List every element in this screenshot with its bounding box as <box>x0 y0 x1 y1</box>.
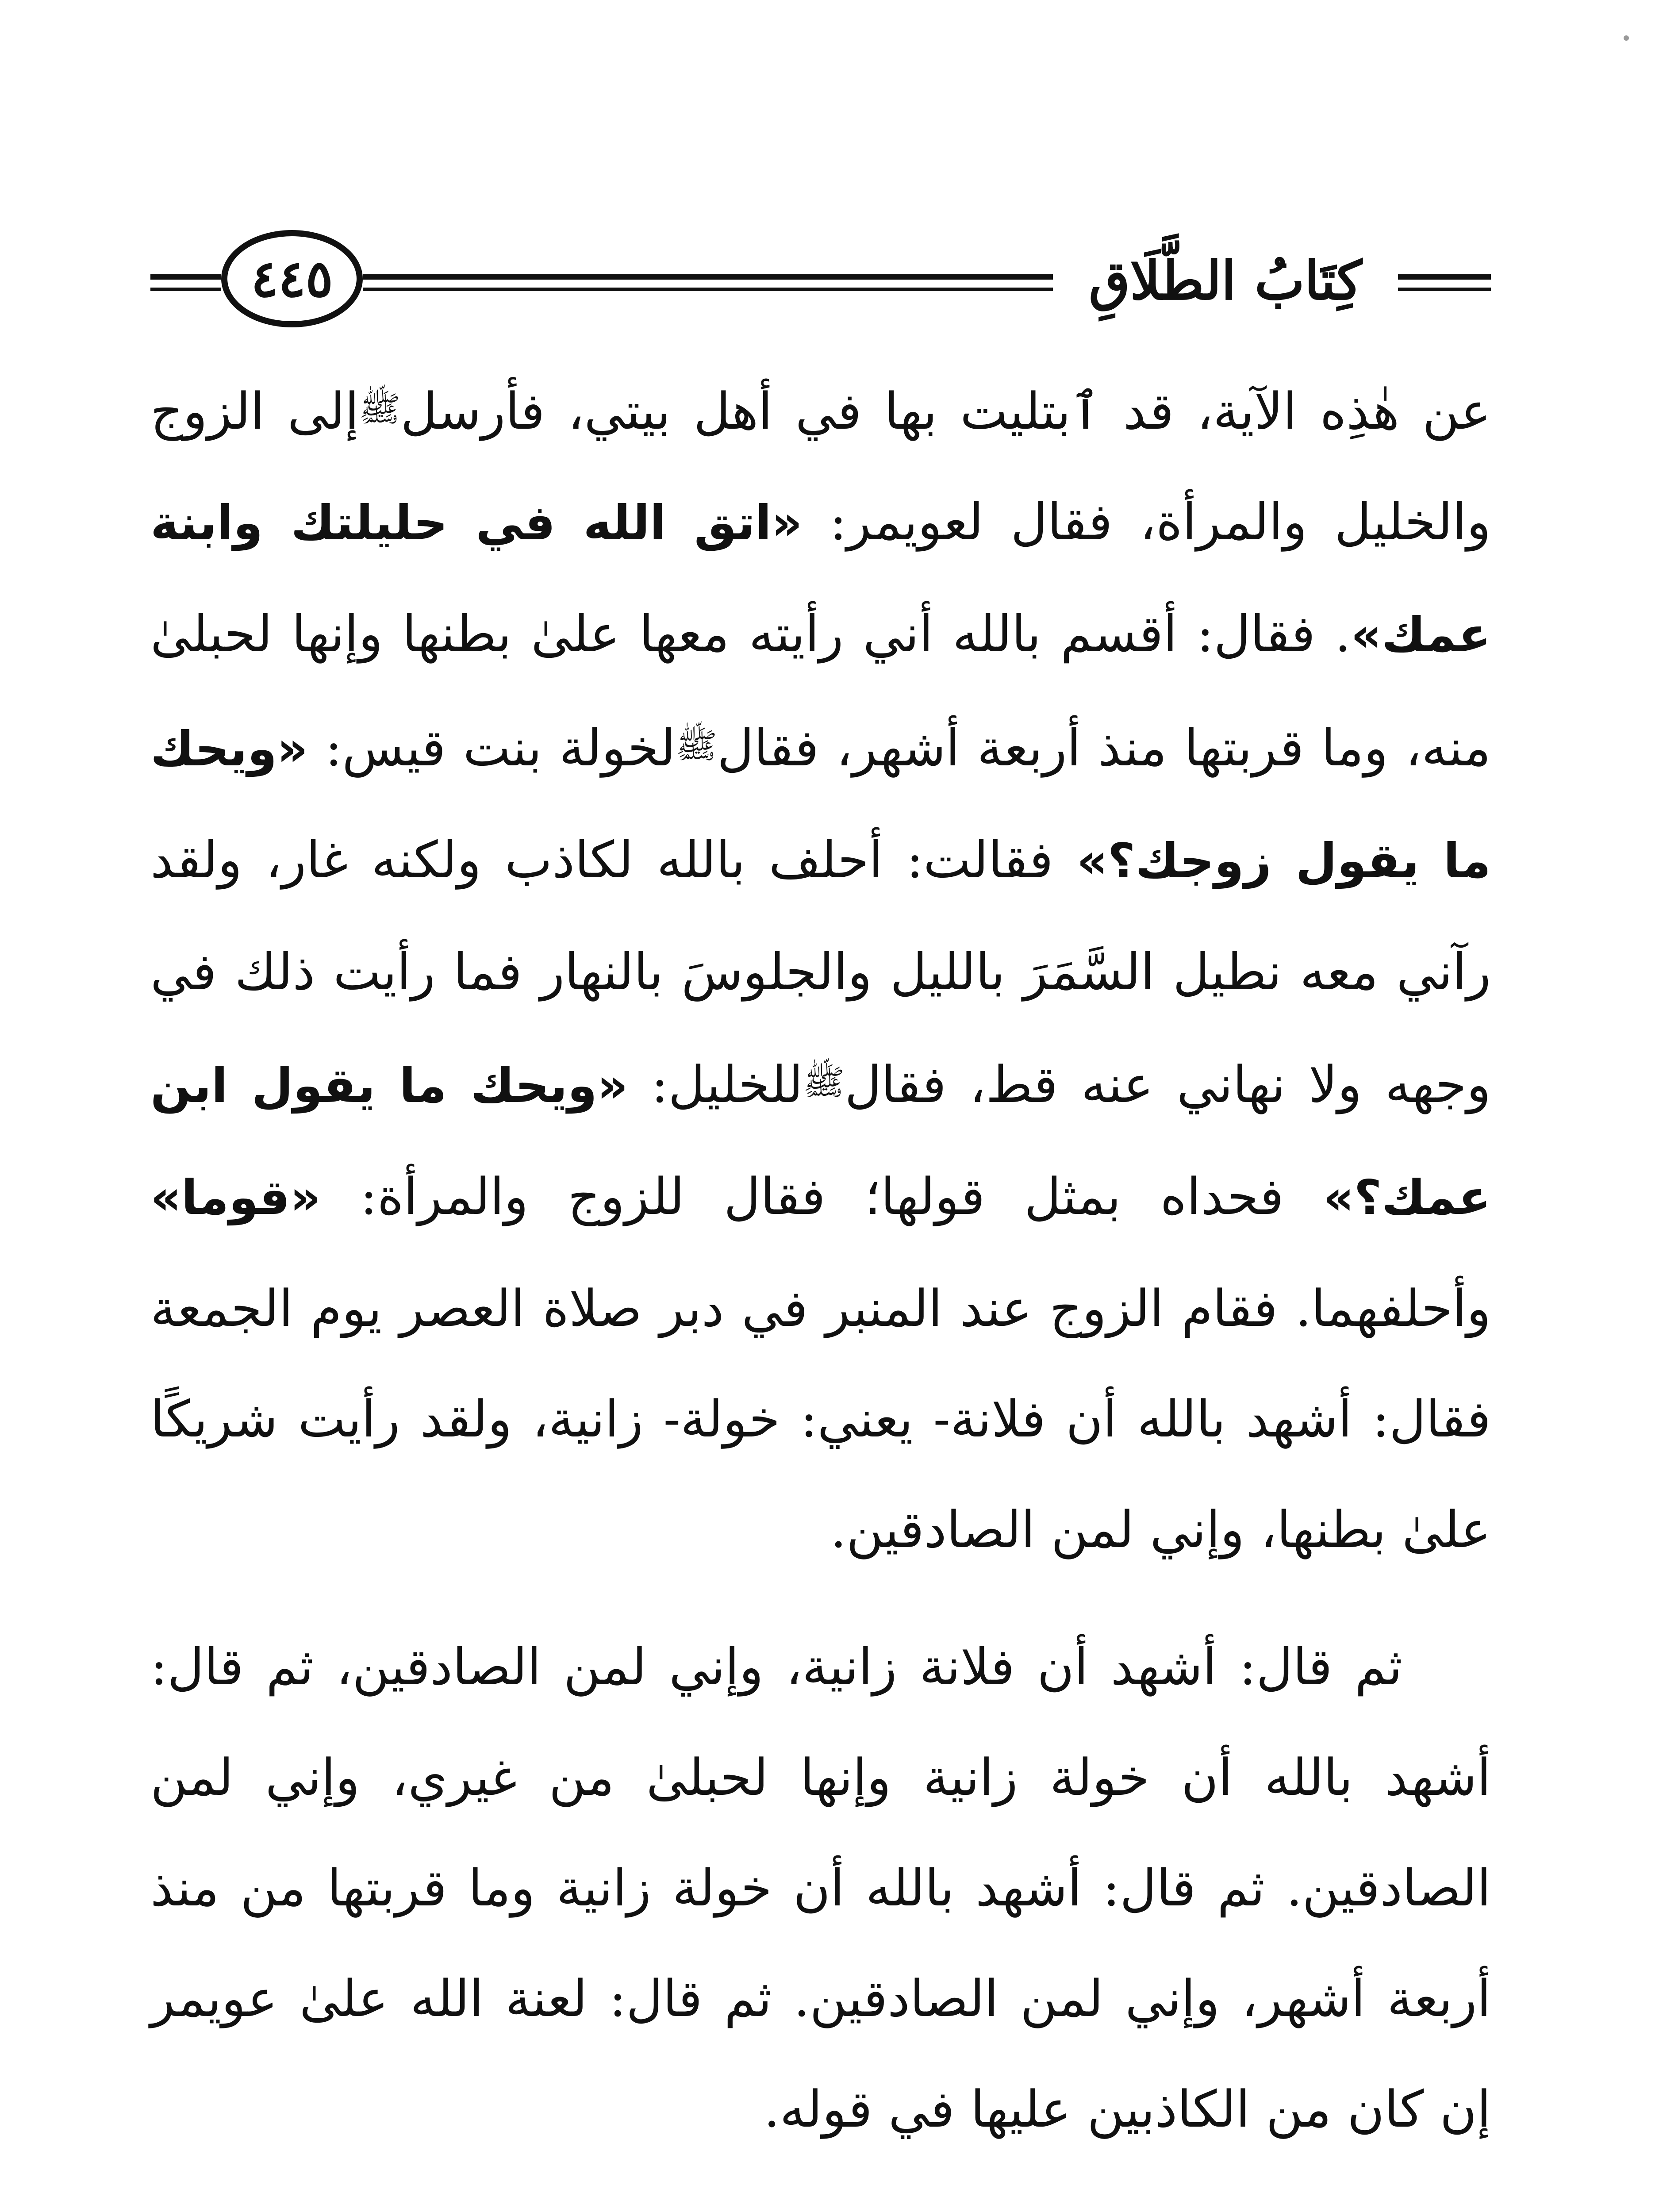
header-rule-left-top <box>150 274 221 280</box>
text-segment: للخليل: <box>628 1055 803 1114</box>
page-header <box>0 230 1659 336</box>
text-segment: وأحلفهما. فقام الزوج عند المنبر في دبر صلاة العصر يوم الجمعة فقال: أشهد بالله أن فلانة- يعني: خولة- زانية، ولقد رأيت شريكًا علىٰ بطنها، وإني لمن الصادقين. <box>150 1279 1491 1559</box>
header-rule-right-top <box>1398 274 1491 280</box>
honorific-glyph: ﷺ <box>676 726 718 766</box>
text-segment: فقالت: أحلف بالله لكاذب ولكنه غار، ولقد رآني معه نطيل السَّمَرَ بالليل والجلوسَ بالنهار فما رأيت ذلك في وجهه ولا نهاني عنه قط، فقال <box>150 830 1491 1114</box>
hadith-quote: «قوما» <box>150 1170 321 1225</box>
header-rule-right-bottom <box>1398 288 1491 291</box>
honorific-glyph: ﷺ <box>803 1063 845 1102</box>
text-segment: . فقال: أقسم بالله أني رأيته معها علىٰ بطنها وإنها لحبلىٰ منه، وما قربتها منذ أربعة أشهر، فقال <box>150 604 1491 777</box>
book-title: كِتَابُ الطَّلَاقِ <box>1089 250 1362 312</box>
hadith-quote: «ويحك ما يقول زوجك؟» <box>150 722 1491 889</box>
margin-dot <box>1624 35 1629 41</box>
hadith-quote: «ويحك ما يقول ابن عمك؟» <box>150 1058 1491 1225</box>
paragraph-3 <box>150 2191 1491 2212</box>
main-text <box>150 354 1491 2212</box>
text-segment: عن هٰذِه الآية، قد ٱبتليت بها في أهل بيتي، فأرسل <box>400 382 1491 441</box>
text-segment: لخولة بنت قيس: <box>307 718 676 777</box>
header-rule-middle-bottom <box>363 288 1053 291</box>
header-rule-left-bottom <box>150 288 221 291</box>
honorific-glyph: ﷺ <box>359 389 401 429</box>
page-number: ٤٤٥ <box>251 249 333 309</box>
text-segment: إلى الزوج والخليل والمرأة، فقال لعويمر: <box>150 382 1491 551</box>
header-rule-middle-top <box>363 274 1053 280</box>
paragraph-1 <box>150 354 1491 1585</box>
text-segment: فحداه بمثل قولها؛ فقال للزوج والمرأة: <box>321 1167 1323 1226</box>
page-number-badge <box>221 230 363 327</box>
hadith-quote: «اتق الله في حليلتك وابنة عمك» <box>150 495 1491 663</box>
paragraph-2: ثم قال: أشهد أن فلانة زانية، وإني لمن الصادقين، ثم قال: أشهد بالله أن خولة زانية وإنها لحبلىٰ من غيري، وإني لمن الصادقين. ثم قال: أشهد بالله أن خولة زانية وما قربتها من منذ أربعة أشهر، وإني لمن الصادقين. ثم قال: لعنة الله علىٰ عويمر إن كان من الكاذبين عليها في قوله. <box>150 1637 1491 2139</box>
